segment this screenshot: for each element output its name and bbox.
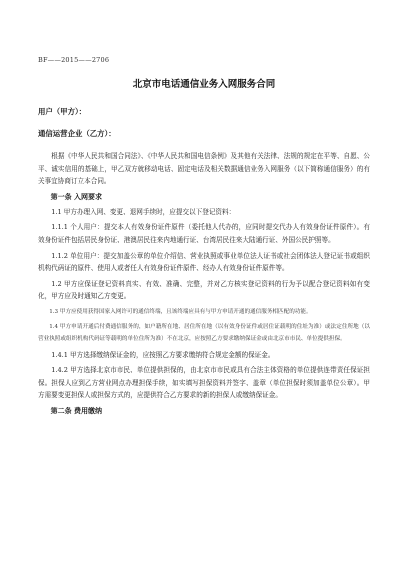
clause-1-2: 1.2 甲方应保证登记资料真实、有效、准确、完整，并对乙方核实登记资料的行为予以配合登记资料如有变化，甲方应及时通知乙方变更。: [38, 279, 370, 301]
clause-1-1-1: 1.1.1 个人用户：提交本人有效身份证件原件（委托他人代办的，应同时提交代办人有效身份证件原件）。有效身份证件包括居民身份证、港澳居民往来内地通行证、台湾居民往来大陆通行证、外国公民护照等。: [38, 223, 370, 244]
party-a-label: 用户（甲方）：: [38, 107, 87, 116]
clause-1-4-1: 1.4.1 甲方选择缴纳保证金的，应按照乙方要求缴纳符合规定金额的保证金。: [51, 350, 275, 359]
contract-code: BF——2015——2706: [38, 56, 110, 64]
article-2-heading: 第二条 费用缴纳: [50, 405, 103, 415]
clause-1-1-2: 1.1.2 单位用户：提交加盖公章的单位介绍信、营业执照或事业单位法人证书或社会团体法人登记证书或组织机构代码证的原件、使用人或者任人有效身份证件原件、经办人有效身份证件原件等。: [38, 251, 370, 273]
article-1-heading: 第一条 入网要求: [50, 191, 103, 201]
contract-title: 北京市电话通信业务入网服务合同: [132, 79, 276, 90]
clause-1-1: 1.1 甲方办理入网、变更、退网手续时，应提交以下登记资料：: [51, 207, 236, 216]
clause-1-3: 1.3 甲方应使用获得国家入网许可的通信终端，且该终端应具有与甲方申请开通的通信服务相匹配的功能。: [49, 308, 312, 315]
clause-1-4-2: 1.4.2 甲方选择北京市市民、单位提供担保的，由北京市市民或具有合法主体资格的单位提供连带责任保证担保。担保人应到乙方营业网点办理担保手续，如实填写担保资料并签字、盖章（单位担保时须加盖单位公章）。甲方需要变更担保人或担保方式的，应提供符合乙方要求的新的担保人或缴纳保证金。: [38, 366, 370, 400]
party-b-label: 通信运营企业（乙方）：: [38, 129, 116, 138]
intro-paragraph: 根据《中华人民共和国合同法》、《中华人民共和国电信条例》及其他有关法律、法规的规定在平等、自愿、公平、诚实信用的基础上，甲乙双方就移动电话、固定电话及相关数据通信业务入网服务（以下简称通信服务）的有关事宜协商订立本合同。: [38, 152, 370, 186]
clause-1-4: 1.4 甲方申请开通后付费通信服务的，如户籍所在地、居住所在地（以有效身份证件或居住证载明的住址为准）或法定住所地（以营业执照或组织机构代码证等载明的单位住所为准）不在北京，应按照乙方要求缴纳保证金或由北京市市民、单位提供担保。: [38, 324, 370, 343]
